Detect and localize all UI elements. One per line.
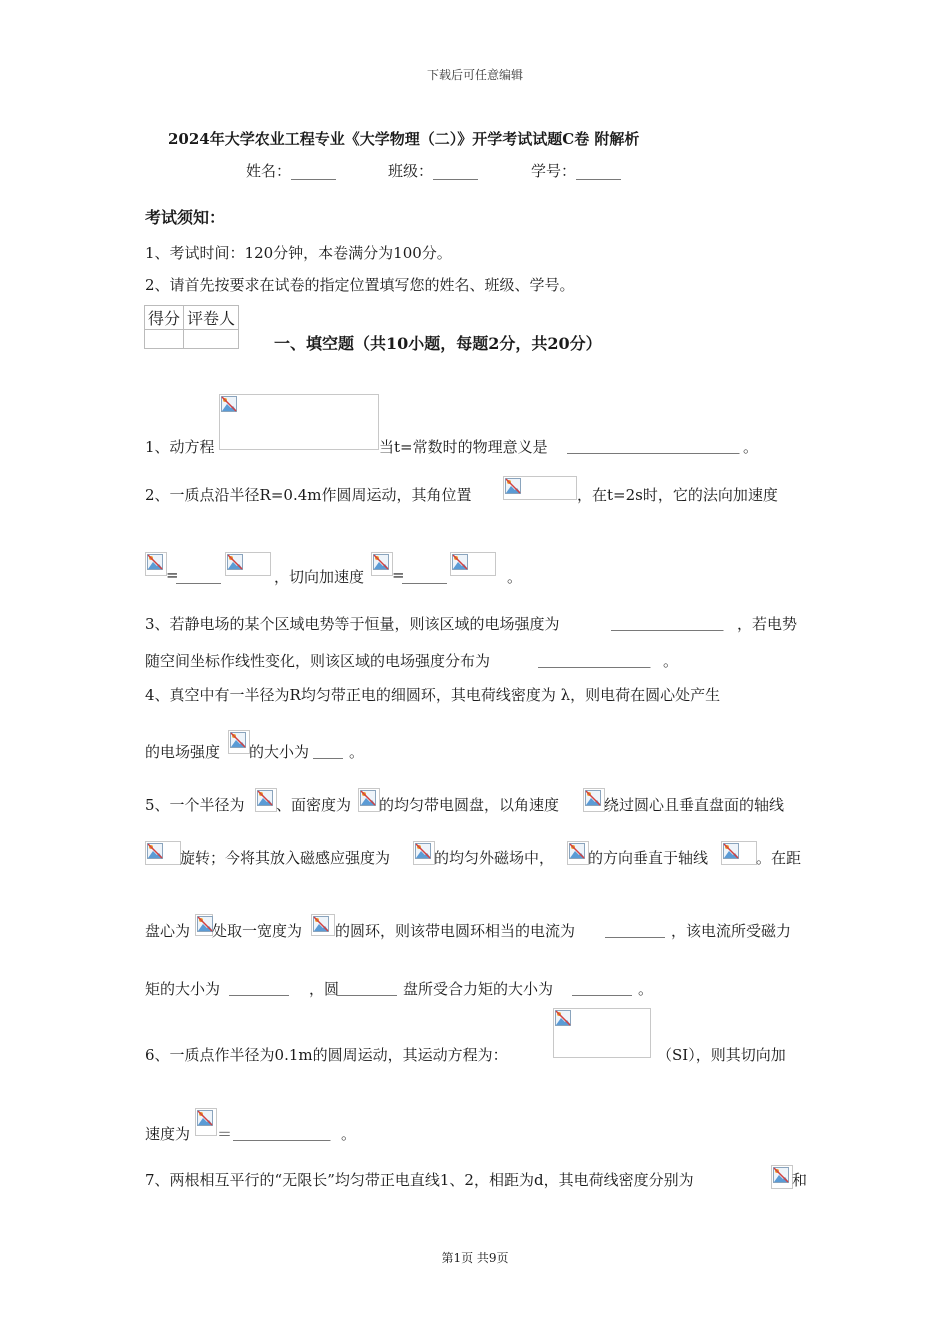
student-id-label: 学号：	[531, 162, 577, 180]
score-header: 得分	[145, 306, 184, 330]
broken-image-icon	[415, 843, 431, 859]
q6-blank[interactable]: _____________	[233, 1123, 331, 1141]
broken-image-icon	[555, 1010, 571, 1026]
q2-blank[interactable]: ______	[176, 566, 221, 584]
q2-unit-image	[450, 552, 496, 576]
q2-unit-image	[225, 552, 271, 576]
q2-tangent-accel-symbol	[371, 552, 393, 576]
q5-text: 、面密度为	[276, 796, 352, 814]
q5-text: 的方向垂直于轴线	[588, 849, 709, 867]
name-label: 姓名：	[246, 162, 292, 180]
broken-image-icon	[147, 554, 163, 570]
question-3	[145, 613, 810, 673]
broken-image-icon	[373, 554, 389, 570]
notice-item: 1、考试时间：120分钟，本卷满分为100分。	[145, 244, 452, 262]
q2-text: ，切向加速度	[274, 568, 365, 586]
q1-end: 。	[743, 438, 759, 456]
q3-text: 随空间坐标作线性变化，则该区域的电场强度分布为	[145, 652, 491, 670]
q5-r-symbol	[195, 914, 213, 936]
broken-image-icon	[227, 554, 243, 570]
broken-image-icon	[197, 916, 213, 932]
grader-cell[interactable]	[184, 330, 239, 349]
section-heading: 一、填空题（共10小题，每题2分，共20分）	[274, 334, 602, 353]
q5-text: 矩的大小为	[145, 980, 221, 998]
q1-text: 当t=常数时的物理意义是	[379, 438, 548, 456]
class-label: 班级：	[388, 162, 434, 180]
q5-text: 盘心为	[145, 922, 191, 940]
q4-blank[interactable]: ____	[313, 741, 343, 759]
q2-text: ，在t=2s时，它的法向加速度	[577, 486, 778, 504]
q5-text: 的均匀外磁场中，	[434, 849, 555, 867]
broken-image-icon	[723, 843, 739, 859]
q5-text: ，圆	[309, 980, 340, 998]
q5-density-symbol	[358, 788, 380, 812]
q7-text: 7、两根相互平行的“无限长”均匀带正电直线1、2，相距为d，其电荷线密度分别为	[145, 1171, 694, 1189]
q6-accel-symbol	[195, 1108, 217, 1136]
q2-equals: =	[166, 566, 179, 584]
q1-text: 1、动方程	[145, 438, 215, 456]
question-4	[145, 684, 810, 764]
q2-equals: =	[392, 566, 405, 584]
q4-field-symbol	[228, 730, 250, 754]
q6-end: 。	[341, 1125, 357, 1143]
q2-text: 2、一质点沿半径R=0.4m作圆周运动，其角位置	[145, 486, 472, 504]
broken-image-icon	[452, 554, 468, 570]
notice-item: 2、请首先按要求在试卷的指定位置填写您的姓名、班级、学号。	[145, 276, 575, 294]
q4-text: 4、真空中有一半径为R均匀带正电的细圆环，其电荷线密度为 λ，则电荷在圆心处产生	[145, 686, 721, 704]
q5-axis-symbol	[721, 841, 757, 865]
q5-dr-symbol	[311, 914, 335, 936]
q5-omega-symbol	[583, 788, 605, 812]
broken-image-icon	[360, 790, 376, 806]
q3-blank[interactable]: _______________	[611, 613, 724, 631]
q2-normal-accel-symbol	[145, 552, 167, 576]
broken-image-icon	[230, 732, 246, 748]
broken-image-icon	[313, 916, 329, 932]
name-field[interactable]	[246, 160, 336, 181]
broken-image-icon	[257, 790, 273, 806]
q5-text: 盘所受合力矩的大小为	[403, 980, 554, 998]
notice-heading: 考试须知：	[145, 208, 226, 227]
broken-image-icon	[221, 396, 237, 412]
broken-image-icon	[197, 1110, 213, 1126]
q4-end: 。	[349, 743, 365, 761]
q1-blank[interactable]: _______________________	[567, 436, 740, 454]
q4-text: 的大小为	[249, 743, 310, 761]
q5-blank[interactable]: ________	[572, 978, 632, 996]
q7-lambda-symbol	[771, 1165, 793, 1189]
q5-text: 绕过圆心且垂直盘面的轴线	[604, 796, 785, 814]
q5-radius-symbol	[255, 788, 277, 812]
q3-text: 3、若静电场的某个区域电势等于恒量，则该区域的电场强度为	[145, 615, 560, 633]
broken-image-icon	[585, 790, 601, 806]
q5-end: 。	[638, 980, 654, 998]
q5-text: 。在距	[756, 849, 802, 867]
q5-text: ，该电流所受磁力	[671, 922, 792, 940]
q5-axis-symbol	[145, 841, 181, 865]
q6-text: 速度为	[145, 1125, 191, 1143]
q5-text: 的圆环，则该带电圆环相当的电流为	[335, 922, 576, 940]
score-cell[interactable]	[145, 330, 184, 349]
question-6	[145, 1008, 810, 1143]
name-blank: ______	[291, 162, 337, 180]
q3-text: ，若电势	[737, 615, 798, 633]
q5-text: 处取一宽度为	[212, 922, 303, 940]
question-5	[145, 788, 810, 998]
q7-text: 和	[792, 1171, 808, 1189]
question-7	[145, 1165, 810, 1195]
q5-blank[interactable]: ________	[229, 978, 289, 996]
class-field[interactable]	[388, 160, 478, 181]
q5-blank[interactable]: ________	[337, 978, 397, 996]
exam-title: 2024年大学农业工程专业《大学物理（二）》开学考试试题C卷 附解析	[168, 130, 640, 148]
q6-text: 6、一质点作半径为0.1m的圆周运动，其运动方程为：	[145, 1046, 508, 1064]
page-footer: 第1页 共9页	[441, 1251, 509, 1265]
header-note: 下载后可任意编辑	[426, 68, 523, 82]
q5-text: 的均匀带电圆盘，以角速度	[379, 796, 560, 814]
q6-text: （SI），则其切向加	[657, 1046, 786, 1064]
student-id-blank: ______	[576, 162, 622, 180]
class-blank: ______	[433, 162, 479, 180]
broken-image-icon	[569, 843, 585, 859]
q2-angle-equation-image	[503, 476, 577, 500]
question-2	[145, 476, 810, 586]
grader-header: 评卷人	[184, 306, 239, 330]
q6-text: ＝	[217, 1125, 233, 1143]
q5-b-field-symbol	[413, 841, 435, 865]
q6-equation-image	[553, 1008, 651, 1058]
student-id-field[interactable]	[531, 160, 621, 181]
q5-blank[interactable]: ________	[605, 920, 665, 938]
q5-text: 旋转；今将其放入磁感应强度为	[180, 849, 391, 867]
q2-blank[interactable]: ______	[402, 566, 447, 584]
q5-b-symbol	[567, 841, 589, 865]
q2-end: 。	[507, 568, 523, 586]
score-table	[144, 305, 239, 349]
broken-image-icon	[147, 843, 163, 859]
q5-text: 5、一个半径为	[145, 796, 245, 814]
broken-image-icon	[505, 478, 521, 494]
q1-equation-image	[219, 394, 379, 450]
broken-image-icon	[773, 1167, 789, 1183]
q4-text: 的电场强度	[145, 743, 221, 761]
q3-end: 。	[663, 652, 679, 670]
q3-blank[interactable]: _______________	[538, 650, 651, 668]
